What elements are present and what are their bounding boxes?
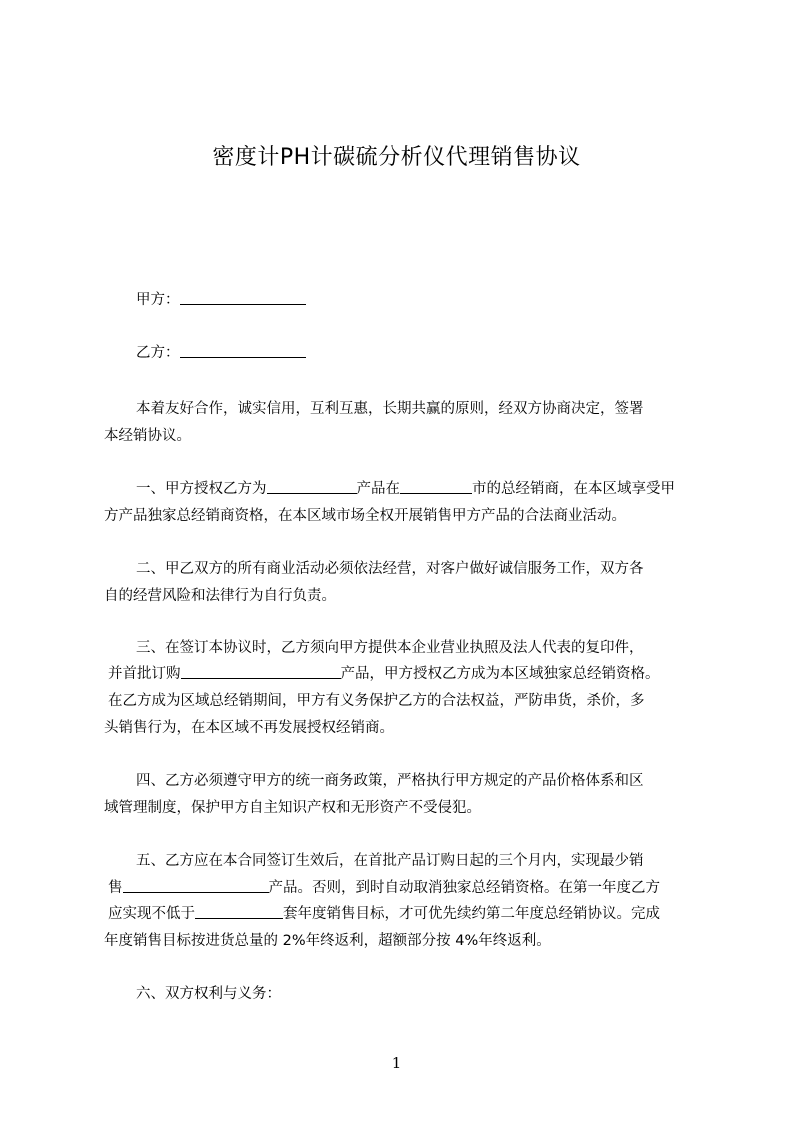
clause-4-line-2: 域管理制度，保护甲方自主知识产权和无形资产不受侵犯。 — [104, 800, 481, 816]
clause-5-text-b: 产品。否则，到时自动取消独家总经销资格。在第一年度乙方 — [268, 880, 660, 896]
product-blank — [267, 478, 357, 494]
clause-5-line-1: 五、乙方应在本合同签订生效后，在首批产品订购日起的三个月内，实现最少销 — [136, 853, 644, 869]
clause-1-text-c: 市的总经销商，在本区域享受甲 — [472, 481, 675, 497]
page-number: 1 — [391, 1054, 402, 1072]
intro-line-2: 本经销协议。 — [104, 428, 191, 444]
party-a-label: 甲方： — [136, 292, 180, 308]
city-blank — [400, 478, 472, 494]
party-b-blank — [180, 342, 306, 358]
clause-3-line-1: 三、在签订本协议时，乙方须向甲方提供本企业营业执照及法人代表的复印件， — [136, 640, 644, 656]
party-b-line — [136, 338, 736, 368]
annual-target-blank — [195, 903, 283, 919]
clause-3-line-4: 头销售行为，在本区域不再发展授权经销商。 — [104, 720, 394, 736]
clause-3-line-2 — [108, 659, 708, 689]
clause-2-line-1: 二、甲乙双方的所有商业活动必须依法经营，对客户做好诚信服务工作，双方各 — [136, 561, 644, 577]
clause-2-line-2: 自的经营风险和法律行为自行负责。 — [104, 588, 336, 604]
clause-3-text-a: 并首批订购 — [108, 666, 181, 682]
page-title: 密度计PH计碳硫分析仪代理销售协议 — [212, 145, 581, 170]
clause-1-text-b: 产品在 — [356, 481, 400, 497]
clause-1-text-a: 一、甲方授权乙方为 — [136, 481, 267, 497]
party-b-label: 乙方： — [136, 345, 180, 361]
clause-5-text-a: 售 — [108, 880, 123, 896]
clause-5-text-c: 应实现不低于 — [108, 906, 195, 922]
initial-order-blank — [181, 663, 341, 679]
min-sales-blank — [123, 877, 269, 893]
clause-5-line-4: 年度销售目标按进货总量的 2%年终返利，超额部分按 4%年终返利。 — [104, 933, 551, 949]
clause-5-text-d: 套年度销售目标，才可优先续约第二年度总经销协议。完成 — [283, 906, 660, 922]
party-a-blank — [180, 289, 306, 305]
clause-3-line-3: 在乙方成为区域总经销期间，甲方有义务保护乙方的合法权益，严防串货，杀价，多 — [108, 693, 645, 709]
clause-1-line-2: 方产品独家总经销商资格，在本区域市场全权开展销售甲方产品的合法商业活动。 — [104, 508, 626, 524]
clause-5-line-3 — [108, 899, 708, 929]
clause-4-line-1: 四、乙方必须遵守甲方的统一商务政策，严格执行甲方规定的产品价格体系和区 — [136, 773, 644, 789]
clause-1-line-1 — [136, 474, 736, 504]
clause-3-text-b: 产品，甲方授权乙方成为本区域独家总经销资格。 — [340, 666, 660, 682]
intro-line-1: 本着友好合作，诚实信用，互利互惠，长期共赢的原则，经双方协商决定，签署 — [136, 401, 644, 417]
party-a-line — [136, 285, 736, 315]
clause-6-heading: 六、双方权利与义务： — [136, 986, 281, 1002]
